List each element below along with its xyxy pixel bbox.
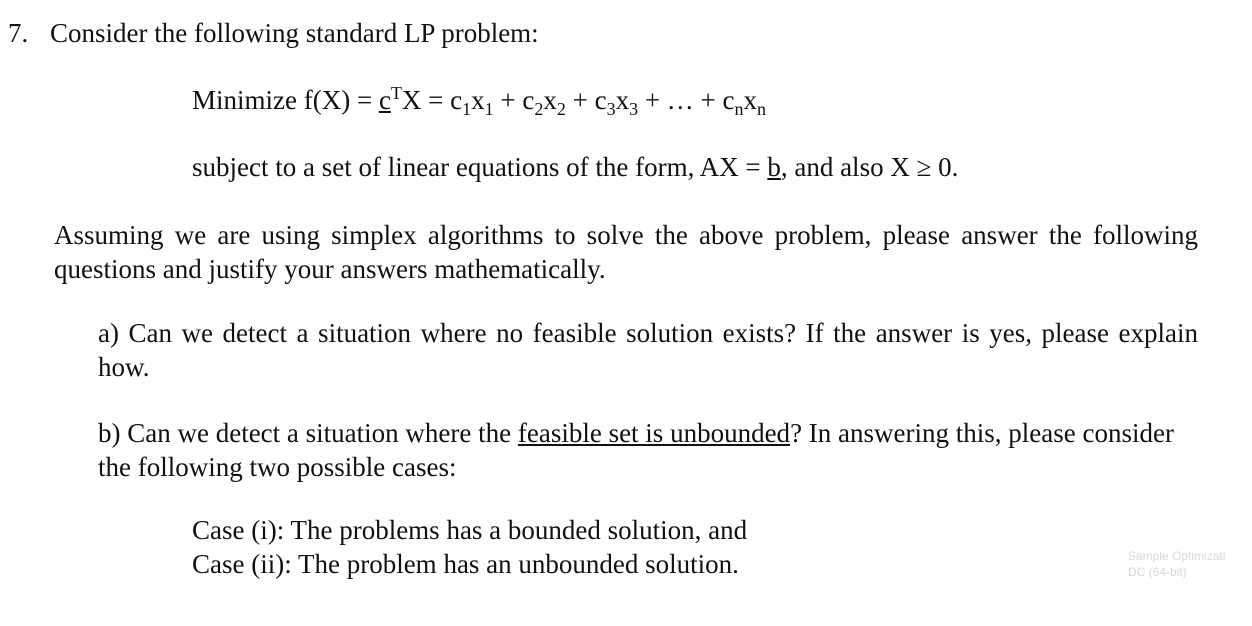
watermark-line: DC (64-bit) — [1128, 565, 1187, 579]
term-text: + c — [565, 85, 607, 115]
watermark — [1128, 548, 1225, 580]
term-text: + c — [493, 85, 535, 115]
objective-mid: X = c — [401, 85, 463, 115]
transpose-superscript: T — [390, 83, 402, 103]
term-subscript: 3 — [606, 99, 616, 119]
watermark-line: Sample Optimizati — [1128, 549, 1226, 563]
term-subscript: n — [734, 99, 744, 119]
cases-list — [192, 513, 747, 581]
term-subscript: 1 — [462, 99, 472, 119]
rhs-vector: b — [767, 152, 781, 182]
cost-vector: c — [378, 85, 391, 115]
objective-prefix: Minimize f(X) = — [192, 85, 379, 115]
constraint-statement — [192, 154, 958, 181]
term-text: x — [471, 85, 485, 115]
term-text: x — [615, 85, 630, 115]
instructions-paragraph: Assuming we are using simplex algorithms to solve the above problem, please answer the following questions and justify your answers mathematically. — [54, 220, 1198, 284]
part-b-after: ? In answering this, please consider the following two possible cases: — [98, 418, 1174, 482]
constraint-after: , and also X ≥ 0. — [780, 152, 959, 182]
objective-function — [192, 83, 767, 119]
term-subscript: 2 — [534, 99, 544, 119]
term-subscript: 2 — [556, 99, 566, 119]
case-item: Case (i): The problems has a bounded solution, and — [192, 515, 748, 545]
term-text: + … + c — [638, 85, 735, 115]
question-number: 7. — [8, 18, 29, 48]
constraint-before: subject to a set of linear equations of the form, AX = — [192, 152, 768, 182]
question-intro: Consider the following standard LP problem: — [50, 18, 539, 48]
term-subscript: n — [757, 99, 767, 119]
term-subscript: 3 — [629, 99, 639, 119]
term-subscript: 1 — [484, 99, 494, 119]
case-item: Case (ii): The problem has an unbounded solution. — [192, 549, 739, 579]
part-a-question: a) Can we detect a situation where no feasible solution exists? If the answer is yes, please explain how. — [98, 318, 1198, 382]
part-b-underlined: feasible set is unbounded — [517, 418, 791, 448]
term-text: x — [743, 85, 758, 115]
part-b-before: b) Can we detect a situation where the — [98, 418, 518, 448]
term-text: x — [543, 85, 557, 115]
part-b-question — [98, 416, 1198, 484]
